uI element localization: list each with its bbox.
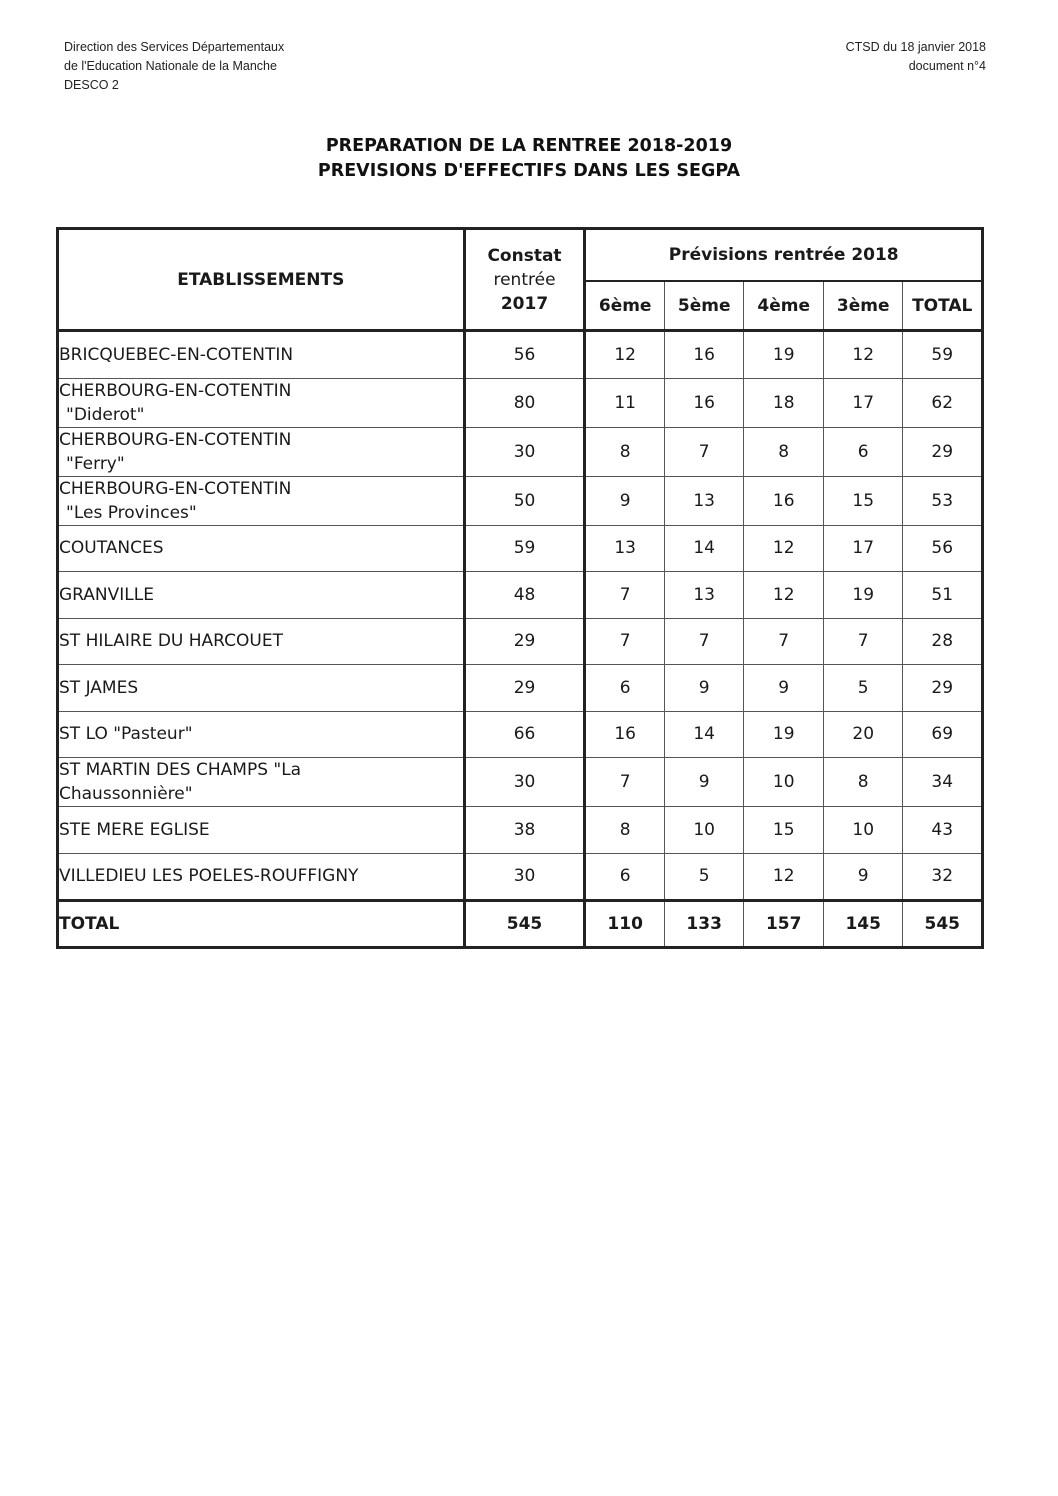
cell-constat: 29 [464,618,585,665]
cell-6eme: 12 [585,331,665,379]
cell-total: 59 [903,331,983,379]
table-row [58,427,983,476]
cell-constat: 80 [464,378,585,427]
table-total-row [58,901,983,948]
etablissement-name: CHERBOURG-EN-COTENTIN [59,478,292,499]
cell-constat: 30 [464,427,585,476]
cell-total: 69 [903,711,983,758]
etablissement-name: STE MERE EGLISE [59,819,210,840]
cell-6eme: 9 [585,476,665,525]
total-label: TOTAL [58,901,465,948]
cell-6eme: 6 [585,665,665,712]
header-etablissements: ETABLISSEMENTS [58,229,465,331]
cell-5eme: 14 [664,525,744,572]
cell-4eme: 12 [744,525,824,572]
cell-6eme: 13 [585,525,665,572]
cell-constat: 30 [464,758,585,807]
document-number: document n°4 [908,59,986,73]
cell-5eme: 13 [664,476,744,525]
cell-4eme: 19 [744,331,824,379]
cell-6eme: 8 [585,427,665,476]
row-etablissement [58,807,465,854]
cell-6eme: 7 [585,758,665,807]
cell-constat: 29 [464,665,585,712]
cell-5eme: 9 [664,665,744,712]
cell-total: 56 [903,525,983,572]
row-etablissement [58,525,465,572]
table-row [58,665,983,712]
total-6eme: 110 [585,901,665,948]
cell-total: 51 [903,572,983,619]
etablissement-subname: "Les Provinces" [66,502,197,523]
header-constat-line-3: 2017 [500,293,549,314]
header-constat-line-1: Constat [487,245,562,266]
etablissement-name: ST JAMES [59,677,139,698]
issuer-line-1: Direction des Services Départementaux [64,40,285,54]
issuer-block [64,38,284,95]
cell-4eme: 10 [744,758,824,807]
cell-total: 53 [903,476,983,525]
header-3eme: 3ème [823,281,903,331]
table-row [58,618,983,665]
cell-5eme: 9 [664,758,744,807]
cell-6eme: 11 [585,378,665,427]
cell-4eme: 16 [744,476,824,525]
page-title [0,134,1058,184]
issuer-line-3: DESCO 2 [64,78,119,92]
cell-3eme: 7 [823,618,903,665]
cell-5eme: 10 [664,807,744,854]
forecast-table [56,227,984,949]
cell-5eme: 13 [664,572,744,619]
cell-3eme: 20 [823,711,903,758]
header-total: TOTAL [903,281,983,331]
etablissement-name: ST HILAIRE DU HARCOUET [59,631,283,652]
cell-3eme: 17 [823,525,903,572]
cell-3eme: 10 [823,807,903,854]
row-etablissement [58,572,465,619]
row-etablissement [58,853,465,901]
header-previsions: Prévisions rentrée 2018 [585,229,983,282]
cell-4eme: 19 [744,711,824,758]
cell-constat: 66 [464,711,585,758]
cell-6eme: 16 [585,711,665,758]
table-row [58,525,983,572]
cell-constat: 48 [464,572,585,619]
cell-3eme: 17 [823,378,903,427]
cell-6eme: 7 [585,618,665,665]
cell-total: 62 [903,378,983,427]
table-row [58,572,983,619]
etablissement-name: BRICQUEBEC-EN-COTENTIN [59,344,294,365]
total-4eme: 157 [744,901,824,948]
row-etablissement [58,476,465,525]
table-row [58,807,983,854]
row-etablissement [58,331,465,379]
cell-3eme: 9 [823,853,903,901]
row-etablissement [58,758,465,807]
total-total: 545 [903,901,983,948]
cell-total: 34 [903,758,983,807]
header-6eme: 6ème [585,281,665,331]
cell-5eme: 16 [664,378,744,427]
etablissement-name: ST LO "Pasteur" [59,724,193,745]
cell-5eme: 7 [664,618,744,665]
cell-constat: 30 [464,853,585,901]
cell-4eme: 8 [744,427,824,476]
cell-6eme: 8 [585,807,665,854]
etablissement-name: GRANVILLE [59,584,154,605]
title-line-1: PREPARATION DE LA RENTREE 2018-2019 [325,136,733,156]
table-row [58,853,983,901]
row-etablissement [58,378,465,427]
cell-5eme: 7 [664,427,744,476]
etablissement-name: CHERBOURG-EN-COTENTIN [59,380,292,401]
table-row [58,758,983,807]
cell-4eme: 12 [744,853,824,901]
cell-3eme: 6 [823,427,903,476]
total-3eme: 145 [823,901,903,948]
cell-4eme: 18 [744,378,824,427]
cell-4eme: 12 [744,572,824,619]
cell-5eme: 5 [664,853,744,901]
cell-3eme: 15 [823,476,903,525]
cell-3eme: 5 [823,665,903,712]
etablissement-subname: "Diderot" [66,404,145,425]
header-5eme: 5ème [664,281,744,331]
cell-6eme: 7 [585,572,665,619]
document-reference [846,38,986,76]
cell-constat: 56 [464,331,585,379]
cell-total: 29 [903,427,983,476]
table-row [58,331,983,379]
cell-4eme: 15 [744,807,824,854]
etablissement-name: COUTANCES [59,538,164,559]
cell-3eme: 12 [823,331,903,379]
table-header-row [58,229,983,282]
cell-5eme: 16 [664,331,744,379]
cell-6eme: 6 [585,853,665,901]
cell-total: 29 [903,665,983,712]
table-row [58,711,983,758]
etablissement-name: VILLEDIEU LES POELES-ROUFFIGNY [59,866,359,887]
table-row [58,476,983,525]
header-constat [464,229,585,331]
header-constat-line-2: rentrée [493,269,556,290]
table-row [58,378,983,427]
cell-3eme: 8 [823,758,903,807]
cell-constat: 50 [464,476,585,525]
cell-total: 32 [903,853,983,901]
header-4eme: 4ème [744,281,824,331]
cell-constat: 38 [464,807,585,854]
total-constat: 545 [464,901,585,948]
etablissement-name: CHERBOURG-EN-COTENTIN [59,429,292,450]
title-line-2: PREVISIONS D'EFFECTIFS DANS LES SEGPA [317,161,741,181]
etablissement-subname: "Ferry" [66,453,125,474]
cell-4eme: 9 [744,665,824,712]
cell-total: 43 [903,807,983,854]
cell-4eme: 7 [744,618,824,665]
cell-constat: 59 [464,525,585,572]
cell-5eme: 14 [664,711,744,758]
meeting-date: CTSD du 18 janvier 2018 [845,40,986,54]
row-etablissement [58,665,465,712]
etablissement-name: ST MARTIN DES CHAMPS "La [59,760,302,780]
etablissement-subname: Chaussonnière" [59,784,193,804]
issuer-line-2: de l'Education Nationale de la Manche [64,59,277,73]
cell-total: 28 [903,618,983,665]
row-etablissement [58,618,465,665]
cell-3eme: 19 [823,572,903,619]
row-etablissement [58,711,465,758]
row-etablissement [58,427,465,476]
total-5eme: 133 [664,901,744,948]
